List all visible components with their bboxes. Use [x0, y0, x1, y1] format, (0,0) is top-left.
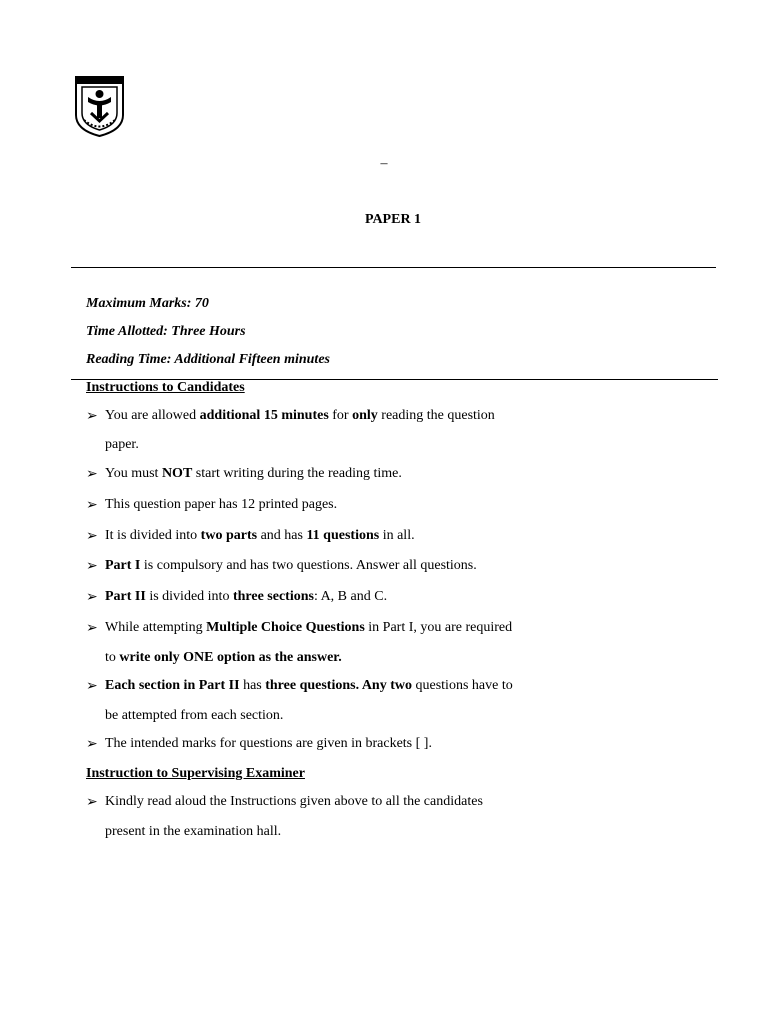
- bullet-icon: ➢: [86, 559, 98, 574]
- supervisor-instruction-line-1: Kindly read aloud the Instructions given above to all the candidates: [105, 794, 483, 809]
- bullet-icon: ➢: [86, 737, 98, 752]
- page-title: PAPER 1: [364, 212, 422, 227]
- instruction-8-line-2: be attempted from each section.: [105, 708, 284, 723]
- instruction-1-line-2: paper.: [105, 437, 139, 452]
- reading-time: Reading Time: Additional Fifteen minutes: [86, 352, 330, 367]
- instruction-7-line-2: to write only ONE option as the answer.: [105, 650, 342, 665]
- top-divider: [71, 267, 716, 268]
- instruction-1-line-1: You are allowed additional 15 minutes for only reading the question: [105, 408, 495, 423]
- instructions-heading: Instructions to Candidates: [86, 380, 245, 395]
- bullet-icon: ➢: [86, 467, 98, 482]
- maximum-marks: Maximum Marks: 70: [86, 296, 209, 311]
- instruction-6: Part II is divided into three sections: A, B and C.: [105, 589, 388, 604]
- bullet-icon: ➢: [86, 679, 98, 694]
- header-dash: –: [380, 156, 388, 171]
- bullet-icon: ➢: [86, 621, 98, 636]
- instruction-4: It is divided into two parts and has 11 questions in all.: [105, 528, 415, 543]
- supervisor-heading: Instruction to Supervising Examiner: [86, 766, 305, 781]
- bullet-icon: ➢: [86, 590, 98, 605]
- instruction-2: You must NOT start writing during the reading time.: [105, 466, 402, 481]
- bullet-icon: ➢: [86, 498, 98, 513]
- bullet-icon: ➢: [86, 795, 98, 810]
- bullet-icon: ➢: [86, 409, 98, 424]
- instruction-3: This question paper has 12 printed pages.: [105, 497, 338, 512]
- bullet-icon: ➢: [86, 529, 98, 544]
- school-crest-icon: [74, 75, 125, 138]
- instruction-9: The intended marks for questions are given in brackets [ ].: [105, 736, 432, 751]
- time-allotted: Time Allotted: Three Hours: [86, 324, 246, 339]
- instruction-8-line-1: Each section in Part II has three questions. Any two questions have to: [105, 678, 513, 693]
- instruction-7-line-1: While attempting Multiple Choice Questions in Part I, you are required: [105, 620, 513, 635]
- instruction-5: Part I is compulsory and has two questions. Answer all questions.: [105, 558, 477, 573]
- supervisor-instruction-line-2: present in the examination hall.: [105, 824, 282, 839]
